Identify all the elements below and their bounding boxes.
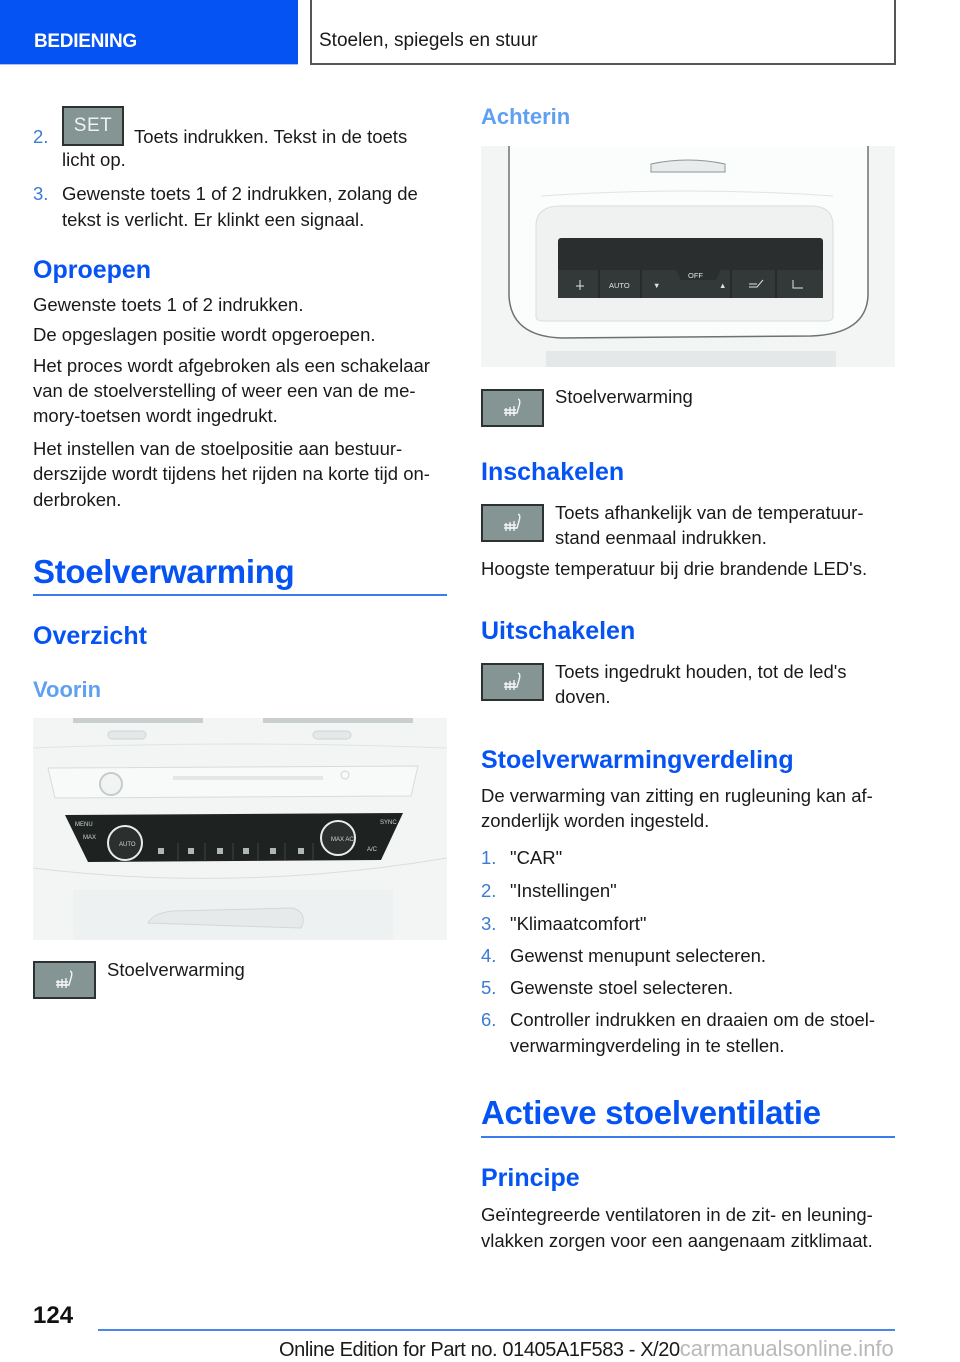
rear-climate-panel-image — [481, 146, 895, 367]
chapter-title: Stoelen, spiegels en stuur — [319, 30, 538, 51]
heading-oproepen: Oproepen — [33, 256, 152, 284]
heading-rule — [33, 594, 447, 596]
svg-text:MAX: MAX — [83, 835, 97, 841]
svg-text:A/C: A/C — [367, 847, 378, 853]
list-number: 3. — [481, 913, 497, 934]
step-text: "Klimaatcomfort" — [510, 913, 647, 934]
icon-caption: Stoelverwarming — [107, 959, 245, 980]
watermark: carmanualsonline.info — [679, 1336, 894, 1361]
seat-heating-key-icon — [481, 504, 544, 542]
heading-ventilatie: Actieve stoelventilatie — [481, 1094, 821, 1131]
seat-heat-glyph — [53, 969, 77, 991]
heading-achterin: Achterin — [481, 104, 571, 129]
heading-principe: Principe — [481, 1164, 580, 1192]
heading-inschakelen: Inschakelen — [481, 458, 625, 486]
list-number: 5. — [481, 977, 497, 998]
svg-text:SYNC: SYNC — [380, 820, 397, 826]
list-item — [481, 975, 734, 1000]
paragraph: Toets afhankelijk van de temperatuur- — [555, 502, 864, 523]
paragraph: zonderlijk worden ingesteld. — [481, 810, 710, 831]
section-tab — [0, 0, 298, 65]
list-number: 4. — [481, 945, 497, 966]
paragraph: derbroken. — [33, 489, 122, 510]
paragraph: De opgeslagen positie wordt opgeroepen. — [33, 324, 376, 345]
seat-heating-key-icon — [481, 389, 544, 427]
chapter-tab — [310, 0, 896, 65]
seat-heating-key-icon — [33, 961, 96, 999]
edition-text: Online Edition for Part no. 01405A1F583 - X/20 — [279, 1339, 680, 1361]
step-text: verwarmingverdeling in te stellen. — [510, 1035, 785, 1056]
svg-text:OFF: OFF — [688, 271, 703, 280]
paragraph: doven. — [555, 686, 611, 707]
svg-text:▲: ▲ — [719, 281, 727, 290]
paragraph: Het proces wordt afgebroken als een schakelaar — [33, 355, 430, 376]
list-number: 1. — [481, 847, 497, 868]
front-climate-panel-image — [33, 718, 447, 940]
svg-text:AUTO: AUTO — [119, 842, 136, 848]
step-text: Toets indrukken. Tekst in de toets — [134, 126, 408, 147]
svg-text:▼: ▼ — [653, 281, 661, 290]
paragraph: derszijde wordt tijdens het rijden na korte tijd on- — [33, 463, 430, 484]
paragraph: Geïntegreerde ventilatoren in de zit- en leuning- — [481, 1204, 873, 1225]
paragraph: van de stoelverstelling of weer een van de me- — [33, 380, 416, 401]
step-text: Gewenste toets 1 of 2 indrukken, zolang de — [62, 183, 418, 204]
footer-rule — [98, 1329, 895, 1331]
step-text: tekst is verlicht. Er klinkt een signaal. — [62, 209, 365, 230]
rear-console-illustration — [481, 146, 895, 367]
list-item — [33, 181, 418, 206]
paragraph: mory-toetsen wordt ingedrukt. — [33, 405, 278, 426]
icon-caption: Stoelverwarming — [555, 386, 693, 407]
list-number: 6. — [481, 1009, 497, 1030]
list-item — [481, 845, 563, 870]
seat-heat-glyph — [501, 671, 525, 693]
paragraph: Het instellen van de stoelpositie aan bestuur- — [33, 438, 403, 459]
section-title: BEDIENING — [34, 31, 137, 52]
svg-text:AUTO: AUTO — [609, 281, 630, 290]
paragraph: Hoogste temperatuur bij drie brandende LED's. — [481, 558, 868, 579]
step-text: licht op. — [62, 149, 126, 170]
seat-heating-key-icon — [481, 663, 544, 701]
list-number: 2. — [481, 880, 497, 901]
list-item — [33, 124, 62, 149]
seat-heat-glyph — [501, 397, 525, 419]
paragraph: Toets ingedrukt houden, tot de led's — [555, 661, 847, 682]
list-item — [481, 1007, 876, 1032]
step-text: "Instellingen" — [510, 880, 617, 901]
heading-rule — [481, 1136, 895, 1138]
heading-verdeling: Stoelverwarmingverdeling — [481, 746, 794, 774]
svg-text:MENU: MENU — [75, 822, 93, 828]
heading-voorin: Voorin — [33, 677, 102, 702]
list-item — [481, 878, 617, 903]
step-text: Gewenste stoel selecteren. — [510, 977, 734, 998]
heading-stoelverwarming: Stoelverwarming — [33, 553, 295, 590]
heading-uitschakelen: Uitschakelen — [481, 617, 636, 645]
dashboard-illustration — [33, 718, 447, 940]
svg-text:MAX AC: MAX AC — [331, 837, 354, 843]
paragraph: De verwarming van zitting en rugleuning kan af- — [481, 785, 873, 806]
list-item — [481, 911, 647, 936]
set-key-icon — [62, 106, 124, 146]
heading-overzicht: Overzicht — [33, 622, 147, 650]
seat-heat-glyph — [501, 512, 525, 534]
footer-edition — [279, 1336, 894, 1362]
step-text: "CAR" — [510, 847, 563, 868]
paragraph: vlakken zorgen voor een aangenaam zitklimaat. — [481, 1230, 873, 1251]
list-number: 2. — [33, 126, 49, 147]
paragraph: Gewenste toets 1 of 2 indrukken. — [33, 294, 304, 315]
page-number: 124 — [33, 1302, 74, 1329]
set-key-label: SET — [73, 115, 113, 136]
list-item — [481, 943, 767, 968]
step-text: Controller indrukken en draaien om de stoel- — [510, 1009, 876, 1030]
paragraph: stand eenmaal indrukken. — [555, 527, 767, 548]
step-text: Gewenst menupunt selecteren. — [510, 945, 767, 966]
list-number: 3. — [33, 183, 49, 204]
